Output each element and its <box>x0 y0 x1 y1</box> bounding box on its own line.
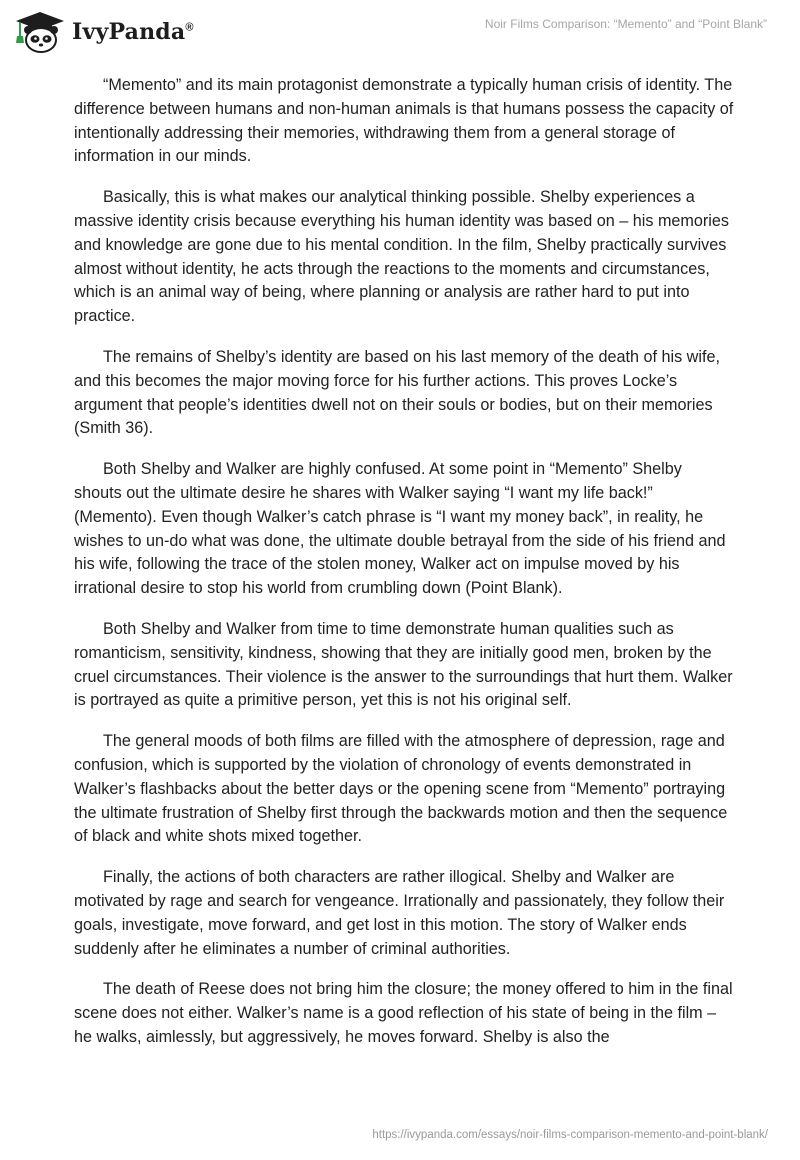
page-header <box>0 0 800 70</box>
document-title: Noir Films Comparison: “Memento” and “Point Blank” <box>484 17 767 31</box>
paragraph: The remains of Shelby’s identity are based on his last memory of the death of his wife, and this becomes the major moving force for his further actions. This proves Locke’s argument that people’s identities dwell not on their souls or bodies, but on their memories (Smith 36). <box>74 347 720 438</box>
paragraph: Basically, this is what makes our analytical thinking possible. Shelby experiences a massive identity crisis because everything his human identity was based on – his memories and knowledge are gone due to his mental condition. In the film, Shelby practically survives almost without identity, he acts through the reactions to the moments and circumstances, which is an animal way of being, where planning or analysis are rather hard to put into practice. <box>74 188 730 326</box>
brand-name: IvyPanda® <box>72 19 194 45</box>
paragraph: Both Shelby and Walker are highly confused. At some point in “Memento” Shelby shouts out the ultimate desire he shares with Walker saying “I want my life back!” (Memento). Even though Walker’s catch phrase is “I want my money back”, in reality, he wishes to un-do what was done, the ultimate double betrayal from the side of his friend and his wife, following the trace of the stolen money, Walker act on impulse moved by his irrational desire to stop his world from crumbling down (Point Blank). <box>74 460 726 598</box>
paragraph: “Memento” and its main protagonist demonstrate a typically human crisis of identity. The difference between humans and non-human animals is that humans possess the capacity of intentionally addressing their memories, withdrawing them from a general storage of information in our minds. <box>74 76 734 166</box>
paragraph: Finally, the actions of both characters are rather illogical. Shelby and Walker are motivated by rage and search for vengeance. Irrationally and passionately, they follow their goals, investigate, move forward, and get lost in this motion. The story of Walker ends suddenly after he eliminates a number of criminal authorities. <box>74 868 725 958</box>
brand-logo[interactable] <box>14 10 194 54</box>
paragraph: The general moods of both films are filled with the atmosphere of depression, rage and confusion, which is supported by the violation of chronology of events demonstrated in Walker’s flashbacks about the better days or the opening scene from “Memento” portraying the ultimate frustration of Shelby first through the backwards motion and then the sequence of black and white shots mixed together. <box>74 732 728 846</box>
paragraph: Both Shelby and Walker from time to time demonstrate human qualities such as romanticism, sensitivity, kindness, showing that they are initially good men, broken by the cruel circumstances. Their violence is the answer to the surroundings that hurt them. Walker is portrayed as quite a primitive person, yet this is not his original self. <box>74 619 733 710</box>
registered-mark: ® <box>185 21 194 34</box>
source-url[interactable]: https://ivypanda.com/essays/noir-films-comparison-memento-and-point-blank/ <box>372 1129 768 1141</box>
panda-graduate-logo-icon <box>14 10 66 54</box>
essay-body <box>74 74 734 1067</box>
paragraph: The death of Reese does not bring him the closure; the money offered to him in the final scene does not either. Walker’s name is a good reflection of his state of being in the film – he walks, aimlessly, but aggressively, he moves forward. Shelby is also the <box>74 980 733 1046</box>
